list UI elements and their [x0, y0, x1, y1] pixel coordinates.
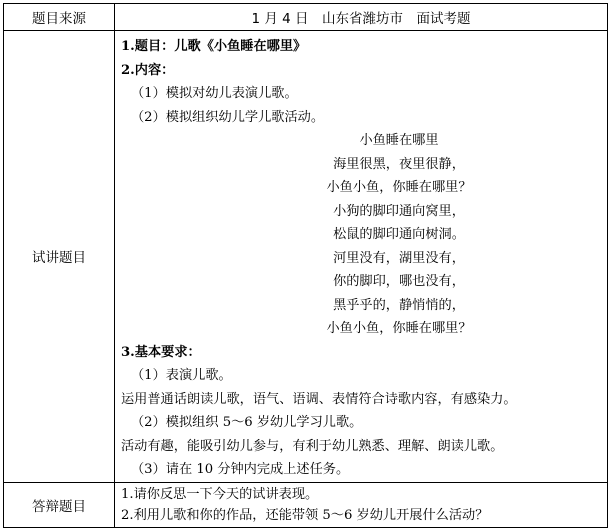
lecture-row — [4, 31, 608, 483]
lecture-content — [115, 31, 608, 483]
source-label: 题目来源 — [4, 4, 115, 31]
poem-line: 黑乎乎的，静悄悄的， — [333, 297, 465, 313]
poem-line: 小鱼小鱼，你睡在哪里？ — [326, 321, 472, 336]
defense-question: 1.请你反思一下今天的试讲表现。 — [121, 486, 319, 502]
requirement-item: （2）模拟组织 5～6 岁幼儿学习儿歌。 — [131, 415, 363, 430]
lecture-title: 1.题目：儿歌《小鱼睡在哪里》 — [121, 39, 307, 54]
source-value: 1 月 4 日 山东省潍坊市 面试考题 — [115, 4, 608, 31]
poem — [121, 129, 607, 341]
content-item: （1）模拟对幼儿表演儿歌。 — [131, 86, 298, 101]
content-heading: 2.内容： — [121, 62, 175, 78]
defense-content — [115, 482, 608, 527]
defense-question: 2.利用儿歌和你的作品，还能带领 5～6 岁幼儿开展什么活动？ — [121, 507, 489, 523]
defense-label: 答辩题目 — [4, 482, 115, 527]
poem-line: 你的脚印，哪也没有， — [333, 274, 465, 289]
requirement-item: （3）请在 10 分钟内完成上述任务。 — [131, 462, 350, 477]
poem-line: 小狗的脚印通向窝里， — [333, 203, 465, 219]
source-row — [4, 4, 608, 31]
exam-table — [3, 3, 608, 528]
requirements-heading: 3.基本要求： — [121, 344, 201, 360]
poem-title: 小鱼睡在哪里 — [359, 133, 439, 148]
poem-line: 松鼠的脚印通向树洞。 — [333, 227, 465, 242]
poem-line: 河里没有，湖里没有， — [333, 250, 465, 266]
requirement-item: （1）表演儿歌。 — [131, 368, 232, 383]
content-item: （2）模拟组织幼儿学儿歌活动。 — [131, 109, 325, 125]
requirement-detail: 活动有趣，能吸引幼儿参与，有利于幼儿熟悉、理解、朗读儿歌。 — [121, 438, 504, 454]
poem-line: 小鱼小鱼，你睡在哪里？ — [326, 180, 472, 195]
poem-line: 海里很黑，夜里很静， — [333, 156, 465, 172]
requirement-detail: 运用普通话朗读儿歌，语气、语调、表情符合诗歌内容，有感染力。 — [121, 391, 517, 407]
lecture-label: 试讲题目 — [4, 31, 115, 483]
defense-row — [4, 482, 608, 527]
